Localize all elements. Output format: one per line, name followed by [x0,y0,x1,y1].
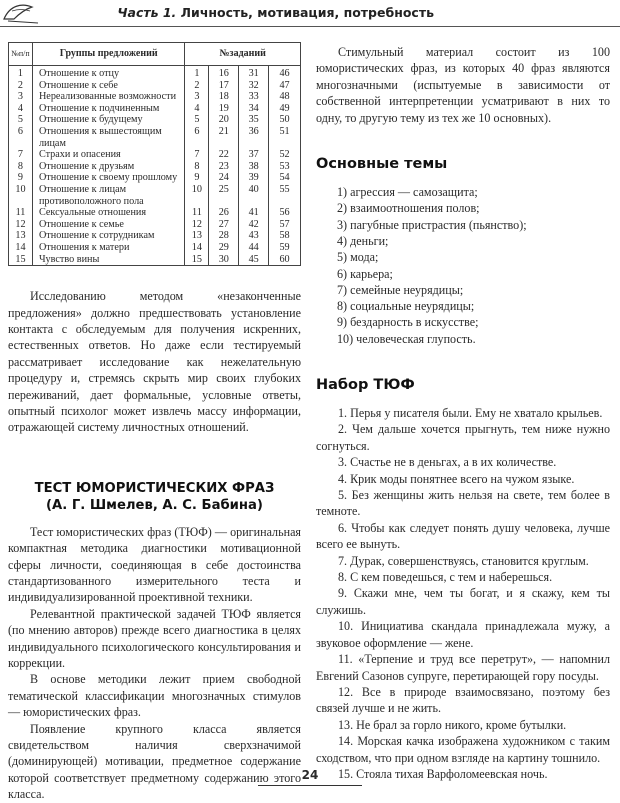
paragraph: В основе методики лежит прием свободной тематической классификации многозначных стимулов — юмористических фраз. [8,672,301,720]
row-number: 15 [9,254,33,266]
task-number: 55 [269,184,301,207]
page-number: 24 [258,768,362,786]
row-number: 13 [9,230,33,242]
paragraph: Релевантной практической задачей ТЮФ является (по мнению авторов) прежде всего диагностика в целях индивидуального психологического консультирования и коррекции. [8,606,301,670]
task-number: 13 [185,230,209,242]
table-row [9,126,301,149]
table-row [9,219,301,231]
task-number: 53 [269,161,301,173]
table-row [9,161,301,173]
table-row [9,149,301,161]
table-row [9,242,301,254]
task-number: 58 [269,230,301,242]
theme-item: 10) человеческая глупость. [337,331,476,346]
task-number: 31 [239,66,269,80]
task-number: 30 [209,254,239,266]
theme-item: 1) агрессия — самозащита; [337,185,478,200]
table-row [9,103,301,115]
set-heading: Набор ТЮФ [316,377,415,393]
table-row [9,254,301,266]
row-number: 8 [9,161,33,173]
chapter-title [117,5,434,20]
group-name: Отношение к лицам противоположного пола [32,184,185,207]
right-column [316,44,610,782]
phrase-item: 12. Все в природе взаимосвязано, поэтому без связей лучше и не жить. [316,684,610,716]
header-tasks: №заданий [185,43,301,66]
group-name: Отношение к друзьям [32,161,185,173]
group-name: Отношение к семье [32,219,185,231]
task-number: 51 [269,126,301,149]
task-number: 44 [239,242,269,254]
task-number: 27 [209,219,239,231]
task-number: 21 [209,126,239,149]
task-number: 8 [185,161,209,173]
task-number: 32 [239,80,269,92]
task-number: 47 [269,80,301,92]
themes-heading: Основные темы [316,156,448,173]
task-number: 49 [269,103,301,115]
header-number: №п/п [9,43,33,66]
theme-item: 9) бездарность в искусстве; [337,315,479,330]
header-groups: Группы предложений [32,43,185,66]
table-row [9,66,301,80]
task-number: 39 [239,172,269,184]
phrase-item: 7. Дурак, совершенствуясь, становится круглым. [338,553,589,568]
row-number: 4 [9,103,33,115]
table-row [9,230,301,242]
task-number: 45 [239,254,269,266]
task-number: 5 [185,114,209,126]
table-row [9,172,301,184]
paragraph: Тест юмористических фраз (ТЮФ) — оригинальная компактная методика диагностики мотивационной сферы личности, соединяющая в себе достоинства стандартизованного измерительного теста и индивидуализированной проективной техники. [8,524,301,605]
row-number: 2 [9,80,33,92]
chapter-name: Личность, мотивация, потребность [180,5,434,20]
task-number: 42 [239,219,269,231]
task-number: 1 [185,66,209,80]
phrase-item: 9. Скажи мне, чем ты богат, и я скажу, кем ты служишь. [316,586,610,617]
group-name: Отношения к вышестоящим лицам [32,126,185,149]
group-name: Отношение к своему прошлому [32,172,185,184]
quill-pen-logo-icon [2,1,42,25]
task-number: 25 [209,184,239,207]
theme-item: 5) мода; [337,250,379,265]
group-name: Отношение к подчиненным [32,103,185,115]
paragraph: Исследованию методом «незаконченные предложения» должно предшествовать установление контакта с обследуемым для получения искренних, естественных ответов. Но даже если тестируемый рассматривает исследование как нежелательную процедуру и, стремясь скрыть мир своих глубоких переживаний, дает формальные, условные ответы, опытный психолог может извлечь массу информации, отражающей систему личностных отношений. [8,289,301,435]
phrase-item: 10. Инициатива скандала принадлежала мужу, а звуковое оформление — жене. [316,619,610,650]
row-number: 10 [9,184,33,207]
task-number: 40 [239,184,269,207]
phrase-item: 2. Чем дальше хочется прыгнуть, тем ниже нужно согнуться. [316,422,610,453]
left-column [8,42,301,803]
row-number: 12 [9,219,33,231]
row-number: 14 [9,242,33,254]
task-number: 17 [209,80,239,92]
task-number: 54 [269,172,301,184]
task-number: 36 [239,126,269,149]
theme-item: 8) социальные неурядицы; [337,299,475,314]
group-name: Нереализованные возможности [32,91,185,103]
phrase-item: 4. Крик моды понятнее всего на чужом языке. [338,471,575,486]
theme-item: 3) пагубные пристрастия (пьянство); [337,217,527,232]
theme-item: 7) семейные неурядицы; [337,282,464,297]
task-number: 2 [185,80,209,92]
task-number: 20 [209,114,239,126]
task-number: 26 [209,207,239,219]
paragraph: Стимульный материал состоит из 100 юмористических фраз, из которых 40 фраз являются многозначными (испытуемые в зависимости от собственной интерпретенции усматривают в них то одну, то другую тему из тех же 10 основных). [316,45,610,125]
task-number: 41 [239,207,269,219]
row-number: 5 [9,114,33,126]
phrase-item: 5. Без женщины жить нельзя на свете, тем более в темноте. [316,488,610,519]
task-number: 6 [185,126,209,149]
question-groups-table [8,42,301,266]
heading-title: ТЕСТ ЮМОРИСТИЧЕСКИХ ФРАЗ [34,480,275,496]
group-name: Страхи и опасения [32,149,185,161]
table-row [9,91,301,103]
heading-authors: (А. Г. Шмелев, А. С. Бабина) [46,497,263,513]
task-number: 18 [209,91,239,103]
task-number: 3 [185,91,209,103]
task-number: 35 [239,114,269,126]
phrase-item: 8. С кем поведешься, с тем и наберешься. [338,570,553,585]
row-number: 1 [9,66,33,80]
task-number: 16 [209,66,239,80]
phrase-item: 6. Чтобы как следует понять душу человека, лучше всего ее вынуть. [316,520,610,552]
table-row [9,207,301,219]
task-number: 43 [239,230,269,242]
running-header [0,0,620,27]
group-name: Чувство вины [32,254,185,266]
group-name: Отношение к себе [32,80,185,92]
phrase-item: 14. Морская качка изображена художником с таким сходством, что при одном взгляде на картину тошнило. [316,734,610,765]
table-row [9,114,301,126]
task-number: 29 [209,242,239,254]
task-number: 24 [209,172,239,184]
task-number: 4 [185,103,209,115]
theme-item: 2) взаимоотношения полов; [337,201,480,216]
theme-item: 4) деньги; [337,233,389,248]
phrase-item: 15. Стояла тихая Варфоломеевская ночь. [338,766,548,781]
task-number: 34 [239,103,269,115]
task-number: 10 [185,184,209,207]
task-number: 23 [209,161,239,173]
row-number: 6 [9,126,33,149]
task-number: 12 [185,219,209,231]
table-row [9,80,301,92]
task-number: 60 [269,254,301,266]
task-number: 22 [209,149,239,161]
row-number: 3 [9,91,33,103]
phrases-list [316,405,610,782]
task-number: 37 [239,149,269,161]
task-number: 15 [185,254,209,266]
row-number: 11 [9,207,33,219]
task-number: 19 [209,103,239,115]
phrase-item: 11. «Терпение и труд все перетрут», — напомнил Евгений Сазонов супруге, перетирающей гору посуды. [316,652,610,683]
task-number: 52 [269,149,301,161]
group-name: Отношение к отцу [32,66,185,80]
paragraph: Появление крупного класса является свидетельством наличия сверхзначимой (доминирующей) мотивации, предметное содержание которой соответствует предметному содержанию этого класса. [8,721,301,802]
phrase-item: 3. Счастье не в деньгах, а в их количестве. [338,455,557,470]
table-row [9,184,301,207]
task-number: 14 [185,242,209,254]
theme-item: 6) карьера; [337,266,393,281]
group-name: Отношение к сотрудникам [32,230,185,242]
themes-list [316,184,610,347]
row-number: 7 [9,149,33,161]
task-number: 48 [269,91,301,103]
task-number: 57 [269,219,301,231]
task-number: 56 [269,207,301,219]
task-number: 28 [209,230,239,242]
group-name: Отношения к матери [32,242,185,254]
task-number: 59 [269,242,301,254]
task-number: 11 [185,207,209,219]
task-number: 7 [185,149,209,161]
row-number: 9 [9,172,33,184]
phrase-item: 13. Не брал за горло никого, кроме бутылки. [338,717,567,732]
task-number: 33 [239,91,269,103]
task-number: 38 [239,161,269,173]
section-heading [8,480,301,514]
phrase-item: 1. Перья у писателя были. Ему не хватало крыльев. [338,406,603,420]
group-name: Сексуальные отношения [32,207,185,219]
task-number: 46 [269,66,301,80]
task-number: 50 [269,114,301,126]
part-label: Часть 1. [117,5,177,20]
group-name: Отношение к будущему [32,114,185,126]
task-number: 9 [185,172,209,184]
